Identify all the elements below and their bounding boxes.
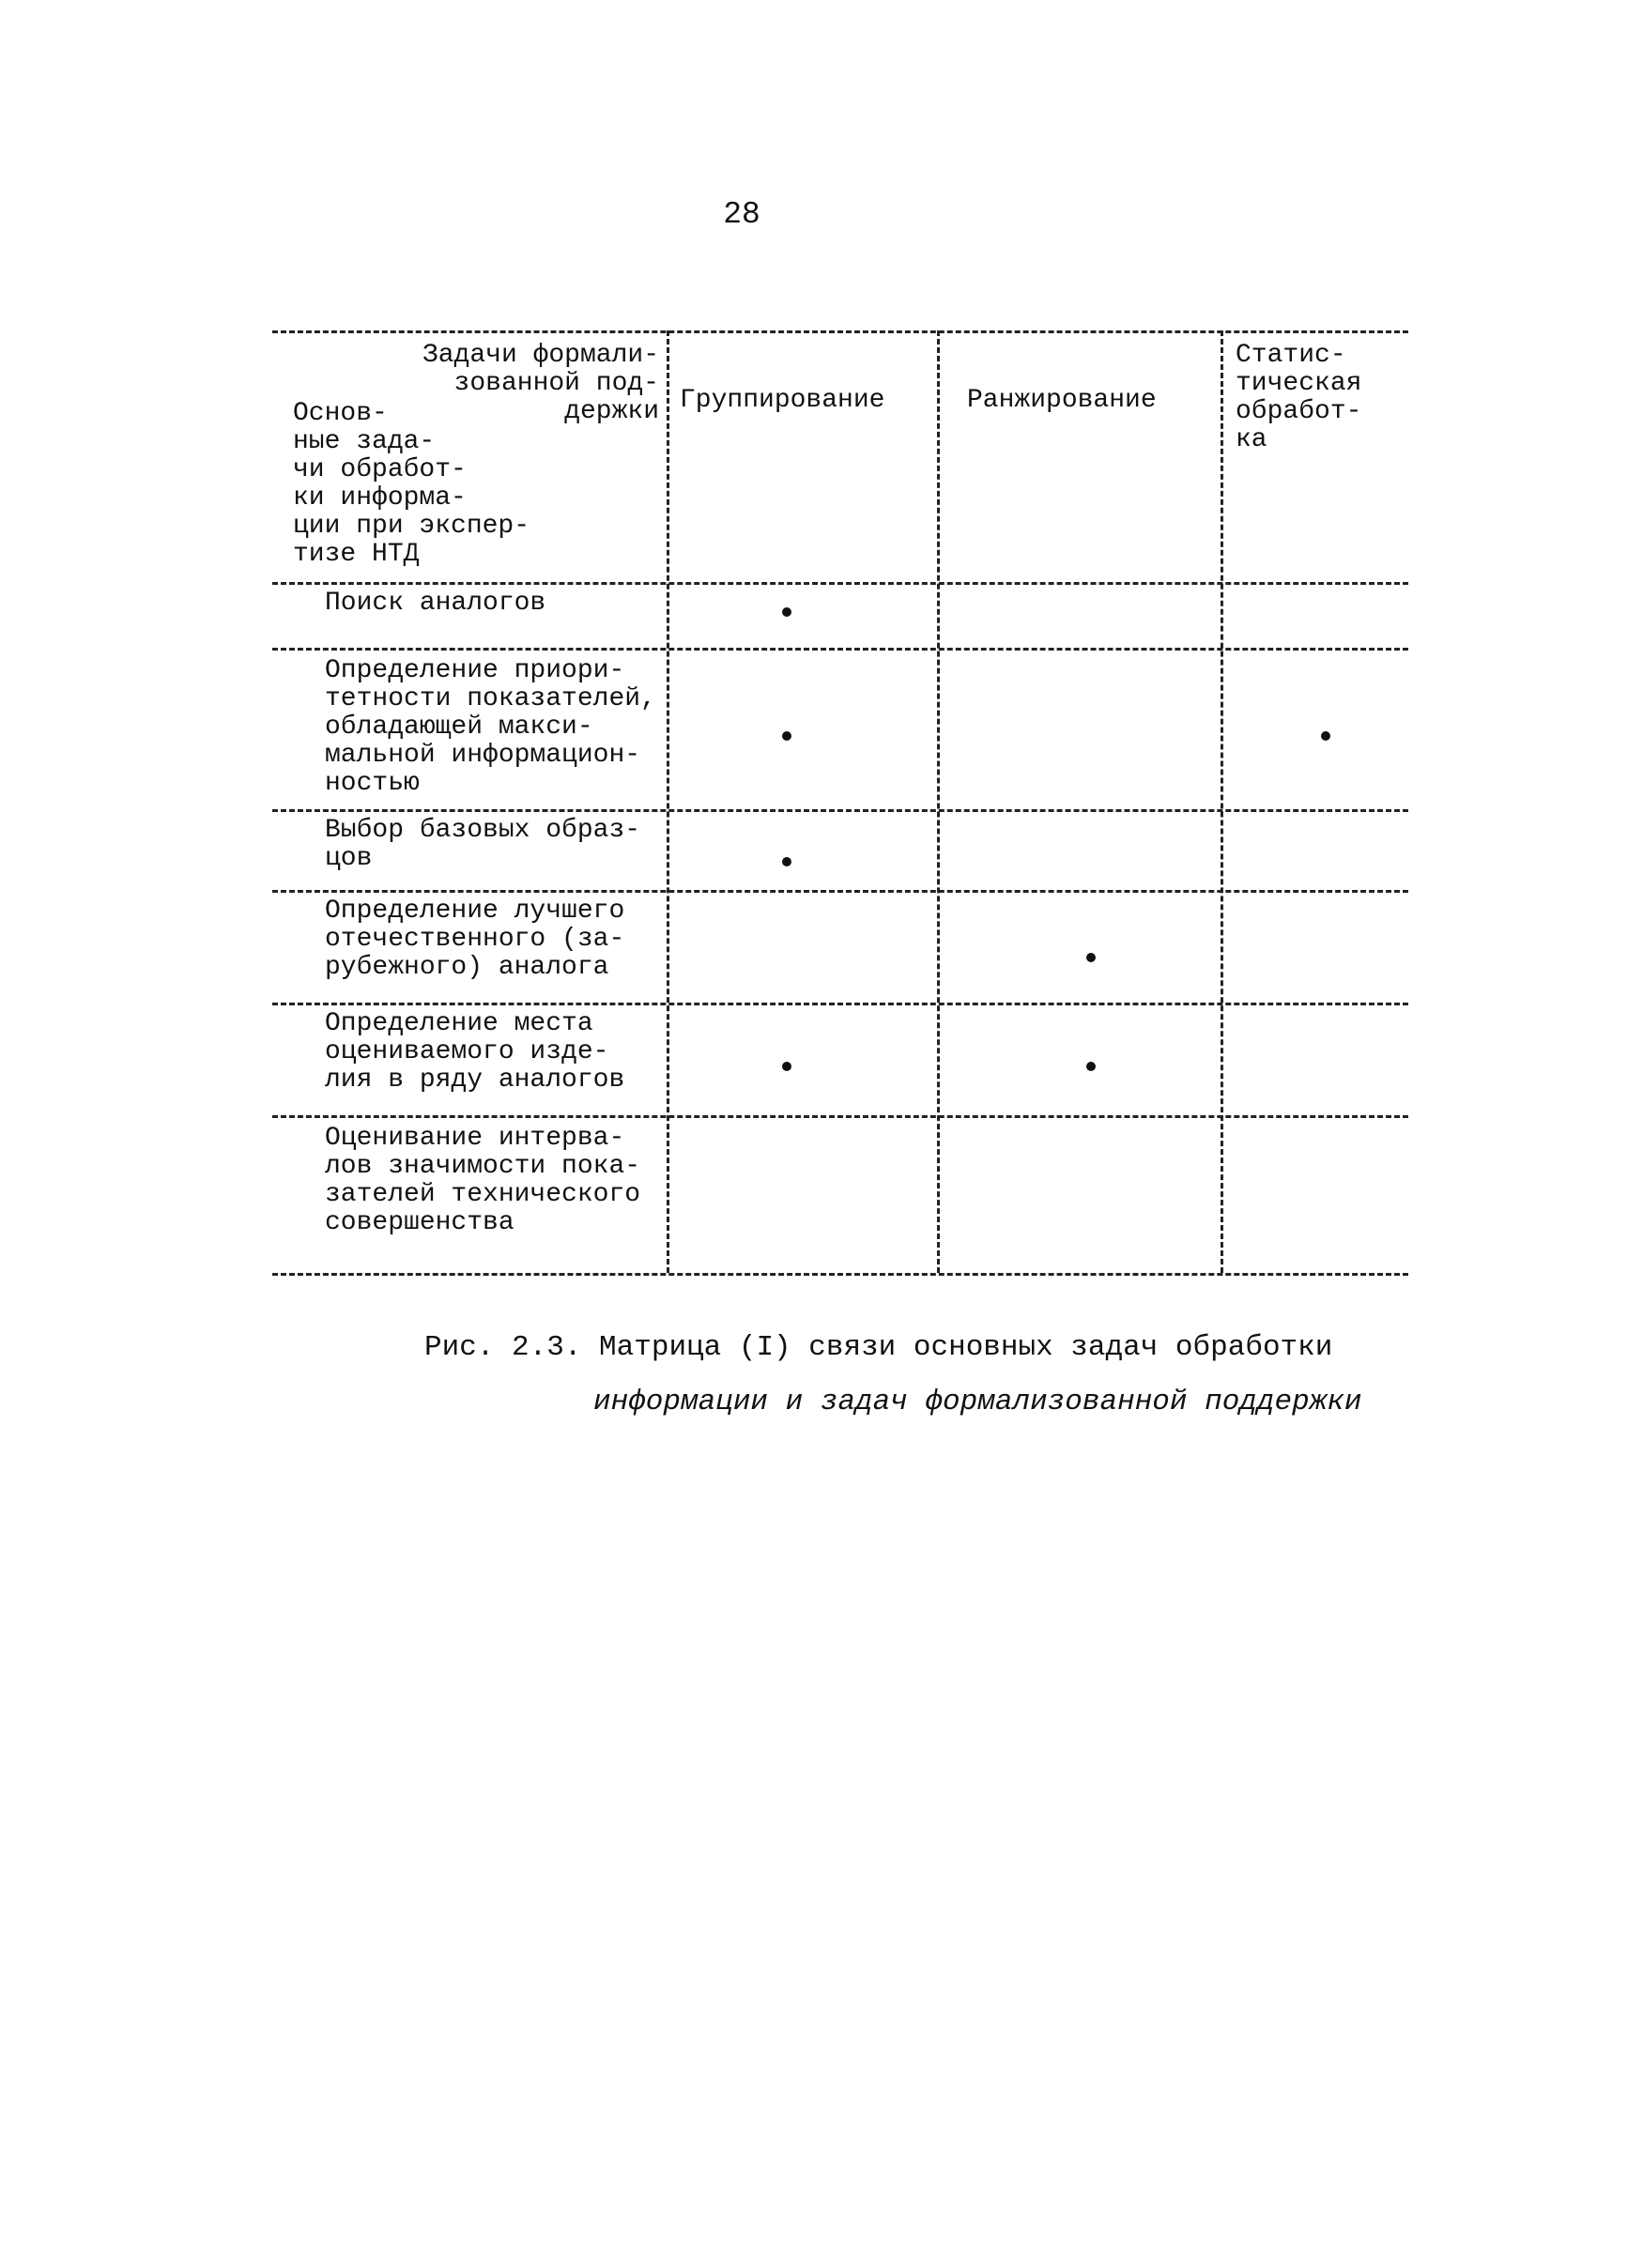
- table-rule: [272, 582, 1408, 585]
- figure-caption-line-1: Рис. 2.3. Матрица (I) связи основных задач обработки: [424, 1331, 1333, 1364]
- table-rule: [272, 1115, 1408, 1118]
- figure-caption-line-2: информации и задач формализованной поддержки: [593, 1386, 1362, 1418]
- relation-mark: [782, 857, 791, 866]
- table-column-rule: [667, 330, 669, 1273]
- relation-mark: [782, 607, 791, 617]
- relation-mark: [782, 1062, 791, 1071]
- column-header-ranking: Ранжирование: [967, 386, 1157, 415]
- relation-mark: [782, 731, 791, 741]
- row-label: Выбор базовых образ- цов: [325, 816, 641, 873]
- table-rule: [272, 1003, 1408, 1005]
- corner-top-label: Задачи формали- зованной под- держки: [422, 341, 659, 426]
- relation-matrix: [272, 330, 1408, 1279]
- relation-mark: [1321, 731, 1330, 741]
- table-column-rule: [1221, 330, 1223, 1273]
- table-rule: [272, 1273, 1408, 1276]
- column-header-statistics: Статис- тическая обработ- ка: [1236, 341, 1362, 454]
- relation-mark: [1086, 953, 1096, 962]
- table-rule: [272, 890, 1408, 893]
- row-label: Определение лучшего отечественного (за- рубежного) аналога: [325, 896, 625, 982]
- row-label: Поиск аналогов: [325, 589, 546, 618]
- row-label: Определение места оцениваемого изде- лия в ряду аналогов: [325, 1009, 625, 1095]
- table-column-rule: [937, 330, 940, 1273]
- table-rule: [272, 809, 1408, 812]
- row-label: Определение приори- тетности показателей, обладающей макси- мальной информацион- ностью: [325, 656, 656, 798]
- column-header-grouping: Группирование: [680, 386, 885, 415]
- row-label: Оценивание интерва- лов значимости пока- зателей технического совершенства: [325, 1124, 641, 1237]
- relation-mark: [1086, 1062, 1096, 1071]
- corner-side-label: Основ- ные зада- чи обработ- ки информа- ции при экспер- тизе НТД: [293, 399, 530, 569]
- table-rule: [272, 330, 1408, 333]
- table-rule: [272, 648, 1408, 651]
- page-number: 28: [723, 197, 760, 232]
